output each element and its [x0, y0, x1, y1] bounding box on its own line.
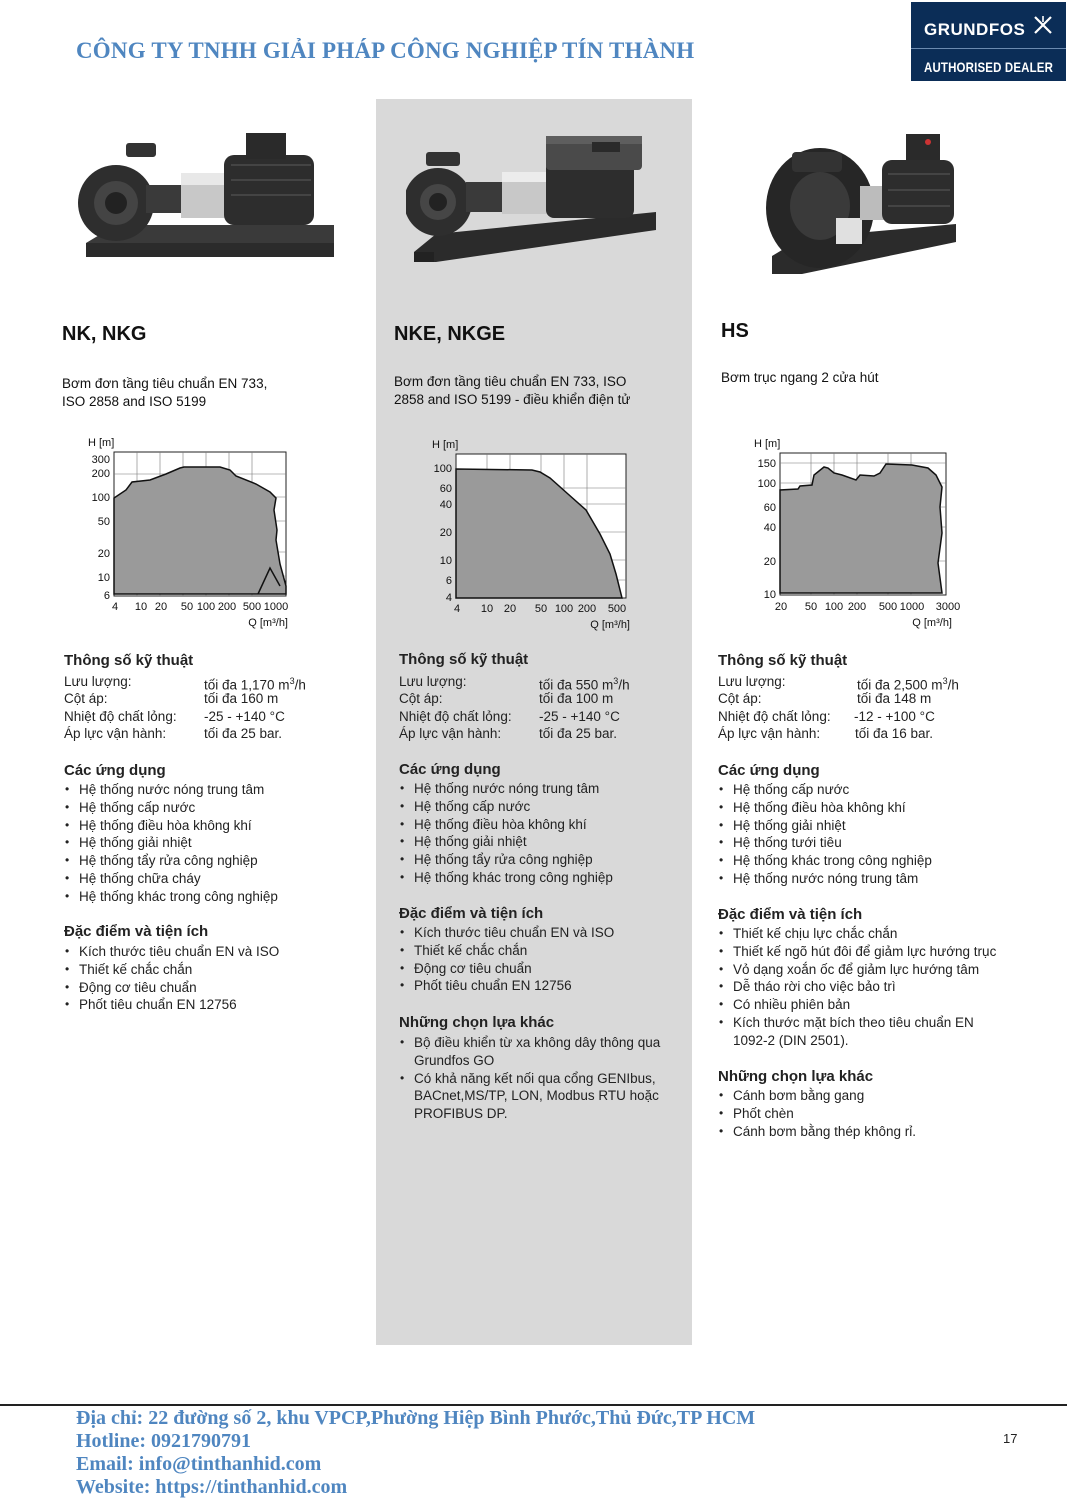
- nk-pump-image: [76, 125, 338, 270]
- applications-list: [64, 781, 354, 906]
- list-item: • Động cơ tiêu chuẩn: [64, 979, 354, 997]
- svg-text:10: 10: [97, 572, 110, 584]
- svg-text:150: 150: [757, 458, 776, 470]
- svg-text:100: 100: [433, 463, 452, 475]
- footer-email[interactable]: Email: info@tinthanhid.com: [76, 1453, 322, 1475]
- chart-ylabel: H [m]: [432, 439, 459, 451]
- features-title: Đặc điểm và tiện ích: [399, 905, 544, 922]
- list-item: • Hệ thống cấp nước: [399, 798, 684, 816]
- svg-text:40: 40: [439, 499, 452, 511]
- page-number: 17: [1003, 1431, 1018, 1446]
- product-description: Bơm đơn tầng tiêu chuẩn EN 733, ISO 2858 and ISO 5199: [62, 376, 268, 409]
- svg-text:20: 20: [97, 548, 110, 560]
- list-item: • Hệ thống điều hòa không khí: [399, 816, 684, 834]
- list-item: • Phốt chèn: [718, 1105, 1018, 1123]
- svg-text:100: 100: [757, 478, 776, 490]
- product-description: Bơm trục ngang 2 cửa hút: [721, 370, 879, 385]
- svg-text:50: 50: [180, 601, 194, 613]
- options-list: [399, 1034, 684, 1123]
- svg-text:10: 10: [480, 603, 494, 615]
- chart-ylabel: H [m]: [88, 437, 115, 449]
- svg-text:200: 200: [577, 603, 597, 615]
- footer-address: Địa chỉ: 22 đường số 2, khu VPCP,Phường Hiệp Bình Phước,Thủ Đức,TP HCM: [76, 1407, 756, 1429]
- svg-text:40: 40: [763, 522, 776, 534]
- svg-text:300: 300: [91, 454, 110, 466]
- options-title: Những chọn lựa khác: [399, 1014, 555, 1031]
- list-item: • Hệ thống chữa cháy: [64, 870, 354, 888]
- footer-hotline: Hotline: 0921790791: [76, 1430, 251, 1452]
- svg-text:20: 20: [774, 601, 788, 613]
- spec-row-temp: Nhiệt độ chất lỏng: -12 - +100 °C: [718, 708, 935, 724]
- spec-row-temp: Nhiệt độ chất lỏng: -25 - +140 °C: [399, 708, 620, 724]
- applications-list: [718, 781, 1028, 888]
- list-item: • Thiết kế chắc chắn: [399, 942, 684, 960]
- svg-text:4: 4: [111, 601, 119, 613]
- svg-text:50: 50: [804, 601, 818, 613]
- svg-text:20: 20: [154, 601, 168, 613]
- spec-row-pressure: Áp lực vận hành: tối đa 25 bar.: [399, 725, 618, 741]
- svg-text:20: 20: [763, 556, 776, 568]
- company-name: CÔNG TY TNHH GIẢI PHÁP CÔNG NGHIỆP TÍN THÀNH: [76, 38, 695, 63]
- logo-subtitle: AUTHORISED DEALER: [924, 59, 1054, 75]
- list-item: • Cánh bơm bằng gang: [718, 1087, 1018, 1105]
- product-column-nk: [62, 0, 362, 1400]
- y-tick-labels: [92, 454, 110, 602]
- svg-text:50: 50: [534, 603, 548, 615]
- list-item: • Động cơ tiêu chuẩn: [399, 960, 684, 978]
- product-column-nke: [394, 0, 684, 1400]
- list-item: • Kích thước tiêu chuẩn EN và ISO: [64, 943, 354, 961]
- list-item: • Hệ thống điều hòa không khí: [718, 799, 1028, 817]
- logo-brand: GRUNDFOS: [924, 20, 1026, 39]
- list-item: • Có khả năng kết nối qua cổng GENIbus, BACnet,MS/TP, LON, Modbus RTU hoặc PROFIBUS DP.: [399, 1070, 684, 1123]
- list-item: • Hệ thống cấp nước: [718, 781, 1028, 799]
- options-title: Những chọn lựa khác: [718, 1068, 874, 1085]
- list-item: • Kích thước mặt bích theo tiêu chuẩn EN 1092-2 (DIN 2501).: [718, 1014, 998, 1050]
- list-item: • Hệ thống khác trong công nghiệp: [64, 888, 354, 906]
- spec-row-head: Cột áp: tối đa 148 m: [718, 691, 932, 707]
- list-item: • Phốt tiêu chuẩn EN 12756: [64, 996, 354, 1014]
- list-item: • Hệ thống tưới tiêu: [718, 834, 1028, 852]
- svg-text:6: 6: [103, 590, 110, 602]
- list-item: • Hệ thống cấp nước: [64, 799, 354, 817]
- svg-text:4: 4: [453, 603, 461, 615]
- x-tick-labels: [112, 601, 288, 613]
- svg-text:200: 200: [91, 468, 110, 480]
- hs-performance-chart: [752, 433, 972, 633]
- svg-text:500: 500: [607, 603, 627, 615]
- chart-ylabel: H [m]: [754, 438, 781, 450]
- spec-row-temp: Nhiệt độ chất lỏng: -25 - +140 °C: [64, 708, 285, 724]
- list-item: • Hệ thống khác trong công nghiệp: [718, 852, 1028, 870]
- svg-text:60: 60: [439, 483, 452, 495]
- svg-text:50: 50: [97, 516, 110, 528]
- applications-list: [399, 780, 684, 887]
- svg-text:20: 20: [439, 527, 452, 539]
- svg-text:100: 100: [196, 601, 216, 613]
- product-title: HS: [721, 320, 749, 342]
- footer-contact: [76, 1407, 755, 1499]
- svg-text:100: 100: [824, 601, 844, 613]
- list-item: • Hệ thống nước nóng trung tâm: [64, 781, 354, 799]
- list-item: • Có nhiều phiên bản: [718, 996, 1018, 1014]
- applications-title: Các ứng dụng: [399, 761, 501, 778]
- features-title: Đặc điểm và tiện ích: [718, 906, 863, 923]
- svg-text:100: 100: [554, 603, 574, 615]
- svg-text:500: 500: [878, 601, 898, 613]
- product-column-hs: [718, 0, 1038, 1400]
- x-tick-labels: [775, 601, 960, 613]
- spec-title: Thông số kỹ thuật: [399, 651, 529, 668]
- svg-text:4: 4: [445, 592, 452, 604]
- footer-website[interactable]: Website: https://tinthanhid.com: [76, 1476, 348, 1498]
- spec-table: [64, 673, 354, 742]
- options-list: [718, 1087, 1018, 1140]
- list-item: • Hệ thống giải nhiệt: [64, 834, 354, 852]
- features-list: [718, 925, 1018, 1050]
- svg-text:200: 200: [847, 601, 867, 613]
- list-item: • Hệ thống giải nhiệt: [718, 817, 1028, 835]
- nke-performance-chart: [428, 434, 648, 634]
- list-item: • Bộ điều khiển từ xa không dây thông qua Grundfos GO: [399, 1034, 684, 1070]
- spec-row-pressure: Áp lực vận hành: tối đa 16 bar.: [718, 725, 934, 741]
- list-item: • Hệ thống khác trong công nghiệp: [399, 869, 684, 887]
- spec-title: Thông số kỹ thuật: [64, 652, 194, 669]
- svg-text:10: 10: [763, 589, 776, 601]
- svg-text:3000: 3000: [935, 601, 961, 613]
- list-item: • Hệ thống điều hòa không khí: [64, 817, 354, 835]
- list-item: • Hệ thống tẩy rửa công nghiệp: [64, 852, 354, 870]
- svg-text:10: 10: [134, 601, 148, 613]
- y-tick-labels: [758, 458, 776, 601]
- product-title: NK, NKG: [62, 323, 147, 345]
- spec-row-pressure: Áp lực vận hành: tối đa 25 bar.: [64, 725, 283, 741]
- list-item: • Cánh bơm bằng thép không rỉ.: [718, 1123, 1018, 1141]
- list-item: • Hệ thống nước nóng trung tâm: [399, 780, 684, 798]
- footer-divider: [0, 1404, 1067, 1406]
- y-tick-labels: [434, 463, 452, 604]
- list-item: • Phốt tiêu chuẩn EN 12756: [399, 977, 684, 995]
- nke-pump-image: [406, 122, 660, 272]
- list-item: • Dễ tháo rời cho việc bảo trì: [718, 978, 1018, 996]
- svg-text:200: 200: [217, 601, 237, 613]
- features-list: [399, 924, 684, 995]
- product-title: NKE, NKGE: [394, 323, 506, 345]
- product-description: Bơm đơn tầng tiêu chuẩn EN 733, ISO 2858 and ISO 5199 - điều khiển điện tử: [394, 374, 631, 407]
- svg-text:60: 60: [763, 502, 776, 514]
- svg-text:100: 100: [91, 492, 110, 504]
- svg-text:1000: 1000: [899, 601, 925, 613]
- svg-text:500: 500: [242, 601, 262, 613]
- list-item: • Vỏ dạng xoắn ốc để giảm lực hướng tâm: [718, 961, 1018, 979]
- spec-table: [718, 673, 1018, 742]
- list-item: • Kích thước tiêu chuẩn EN và ISO: [399, 924, 684, 942]
- list-item: • Thiết kế chịu lực chắc chắn: [718, 925, 1018, 943]
- svg-text:10: 10: [439, 555, 452, 567]
- chart-xlabel: Q [m³/h]: [590, 619, 630, 631]
- svg-text:20: 20: [503, 603, 517, 615]
- spec-row-flow: Lưu lượng: tối đa 2,500 $m^3/h$: [718, 674, 959, 693]
- list-item: • Thiết kế chắc chắn: [64, 961, 354, 979]
- nk-performance-chart: [80, 434, 320, 634]
- hs-pump-image: [762, 128, 958, 292]
- features-title: Đặc điểm và tiện ích: [64, 923, 209, 940]
- spec-table: [399, 673, 684, 742]
- svg-text:1000: 1000: [263, 601, 289, 613]
- chart-xlabel: Q [m³/h]: [912, 617, 952, 629]
- list-item: • Hệ thống nước nóng trung tâm: [718, 870, 1028, 888]
- list-item: • Thiết kế ngõ hút đôi để giảm lực hướng trục: [718, 943, 1018, 961]
- spec-title: Thông số kỹ thuật: [718, 652, 848, 669]
- list-item: • Hệ thống tẩy rửa công nghiệp: [399, 851, 684, 869]
- x-tick-labels: [454, 603, 626, 615]
- spec-row-flow: Lưu lượng: tối đa 550 $m^3/h$: [399, 674, 630, 693]
- features-list: [64, 943, 354, 1014]
- spec-row-head: Cột áp: tối đa 160 m: [64, 691, 279, 707]
- spec-row-flow: Lưu lượng: tối đa 1,170 $m^3/h$: [64, 674, 306, 693]
- spec-row-head: Cột áp: tối đa 100 m: [399, 691, 614, 707]
- applications-title: Các ứng dụng: [718, 762, 820, 779]
- svg-text:6: 6: [445, 575, 452, 587]
- applications-title: Các ứng dụng: [64, 762, 166, 779]
- list-item: • Hệ thống giải nhiệt: [399, 833, 684, 851]
- chart-xlabel: Q [m³/h]: [248, 617, 288, 629]
